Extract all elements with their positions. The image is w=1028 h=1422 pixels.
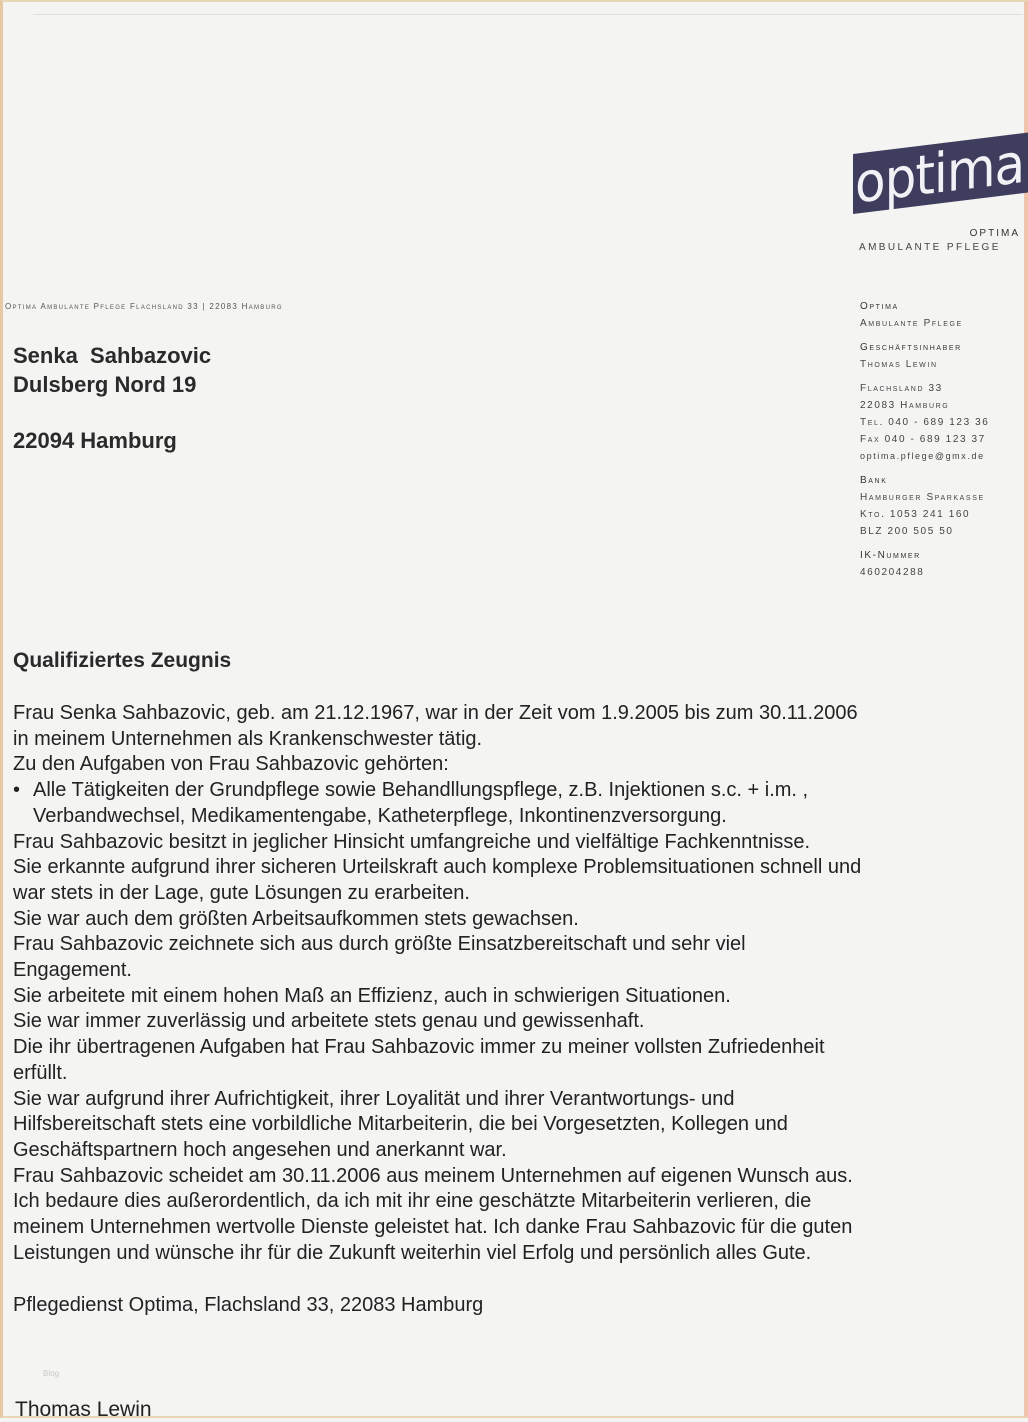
closing-address: Pflegedienst Optima, Flachsland 33, 22083 Hamburg xyxy=(13,1294,484,1316)
task-line: Verbandwechsel, Medikamentengabe, Katheterpflege, Inkontinenzversorgung. xyxy=(33,804,727,827)
body-line: meinem Unternehmen wertvolle Dienste geleistet hat. Ich danke Frau Sahbazovic für die guten xyxy=(13,1216,853,1239)
body-line: war stets in der Lage, gute Lösungen zu erarbeiten. xyxy=(13,881,470,904)
document-body xyxy=(13,701,993,1266)
body-line: Leistungen und wünsche ihr für die Zukunft weiterhin viel Erfolg und persönlich alles Gute. xyxy=(13,1241,812,1264)
owner-name: Thomas Lewin xyxy=(860,359,938,370)
body-line: Sie war aufgrund ihrer Aufrichtigkeit, ihrer Loyalität und ihrer Verantwortungs- und xyxy=(13,1087,735,1110)
company-type: Ambulante Pflege xyxy=(860,318,963,329)
recipient-street: Dulsberg Nord 19 xyxy=(13,372,197,397)
body-line: Ich bedaure dies außerordentlich, da ich mit ihr eine geschätzte Mitarbeiterin verlieren, die xyxy=(13,1190,812,1213)
top-rule xyxy=(33,14,1023,15)
body-line: in meinem Unternehmen als Krankenschwester tätig. xyxy=(13,727,483,750)
body-line: Geschäftspartnern hoch angesehen und anerkannt war. xyxy=(13,1138,507,1161)
body-line: Engagement. xyxy=(13,959,132,982)
company-street: Flachsland 33 xyxy=(860,383,943,394)
body-line: Sie war auch dem größten Arbeitsaufkommen stets gewachsen. xyxy=(13,907,579,930)
task-list-item xyxy=(13,778,993,829)
body-line: Frau Senka Sahbazovic, geb. am 21.12.1967, war in der Zeit vom 1.9.2005 bis zum 30.11.2006 xyxy=(13,702,858,724)
body-line: erfüllt. xyxy=(13,1061,68,1084)
logo-company-name: OPTIMA xyxy=(969,228,1020,239)
bank-name: Hamburger Sparkasse xyxy=(860,492,985,503)
body-line: Frau Sahbazovic besitzt in jeglicher Hinsicht umfangreiche und vielfältige Fachkenntnisse. xyxy=(13,830,811,853)
ik-label: IK-Nummer xyxy=(860,550,921,561)
bullet-icon: • xyxy=(13,779,21,802)
watermark: Blog xyxy=(43,1369,60,1378)
ik-number: 460204288 xyxy=(860,567,925,578)
body-line: Zu den Aufgaben von Frau Sahbazovic gehörten: xyxy=(13,753,449,776)
bank-account: Kto. 1053 241 160 xyxy=(860,509,971,520)
company-fax: Fax 040 - 689 123 37 xyxy=(860,434,986,445)
owner-label: Geschäftsinhaber xyxy=(860,342,962,353)
body-line: Sie arbeitete mit einem hohen Maß an Effizienz, auch in schwierigen Situationen. xyxy=(13,984,731,1007)
signature-name: Thomas Lewin xyxy=(15,1398,152,1421)
recipient-city: 22094 Hamburg xyxy=(13,428,177,453)
company-info-sidebar xyxy=(860,298,1028,588)
task-line: Alle Tätigkeiten der Grundpflege sowie Behandllungspflege, z.B. Injektionen s.c. + i.m. , xyxy=(33,779,809,802)
body-line: Frau Sahbazovic scheidet am 30.11.2006 aus meinem Unternehmen auf eigenen Wunsch aus. xyxy=(13,1164,853,1187)
bank-blz: BLZ 200 505 50 xyxy=(860,526,954,537)
body-line: Sie war immer zuverlässig und arbeitete stets genau und gewissenhaft. xyxy=(13,1010,645,1033)
company-email: optima.pflege@gmx.de xyxy=(860,451,985,461)
sender-return-address: Optima Ambulante Pflege Flachsland 33 | 22083 Hamburg xyxy=(5,302,283,311)
document-title: Qualifiziertes Zeugnis xyxy=(13,649,232,672)
body-line: Die ihr übertragenen Aufgaben hat Frau Sahbazovic immer zu meiner vollsten Zufriedenheit xyxy=(13,1036,825,1059)
logo-company-tagline: AMBULANTE PFLEGE xyxy=(859,242,1001,253)
company-name: Optima xyxy=(860,301,899,312)
company-city: 22083 Hamburg xyxy=(860,400,950,411)
logo-wordmark: optima xyxy=(855,131,1025,216)
recipient-address xyxy=(13,341,211,455)
bank-label: Bank xyxy=(860,475,888,486)
body-line: Sie erkannte aufgrund ihrer sicheren Urteilskraft auch komplexe Problemsituationen schnell und xyxy=(13,856,862,879)
body-line: Frau Sahbazovic zeichnete sich aus durch größte Einsatzbereitschaft und sehr viel xyxy=(13,933,746,956)
recipient-name: Senka Sahbazovic xyxy=(13,343,212,368)
body-line: Hilfsbereitschaft stets eine vorbildliche Mitarbeiterin, die bei Vorgesetzten, Kollegen und xyxy=(13,1113,788,1136)
company-phone: Tel. 040 - 689 123 36 xyxy=(860,417,990,428)
